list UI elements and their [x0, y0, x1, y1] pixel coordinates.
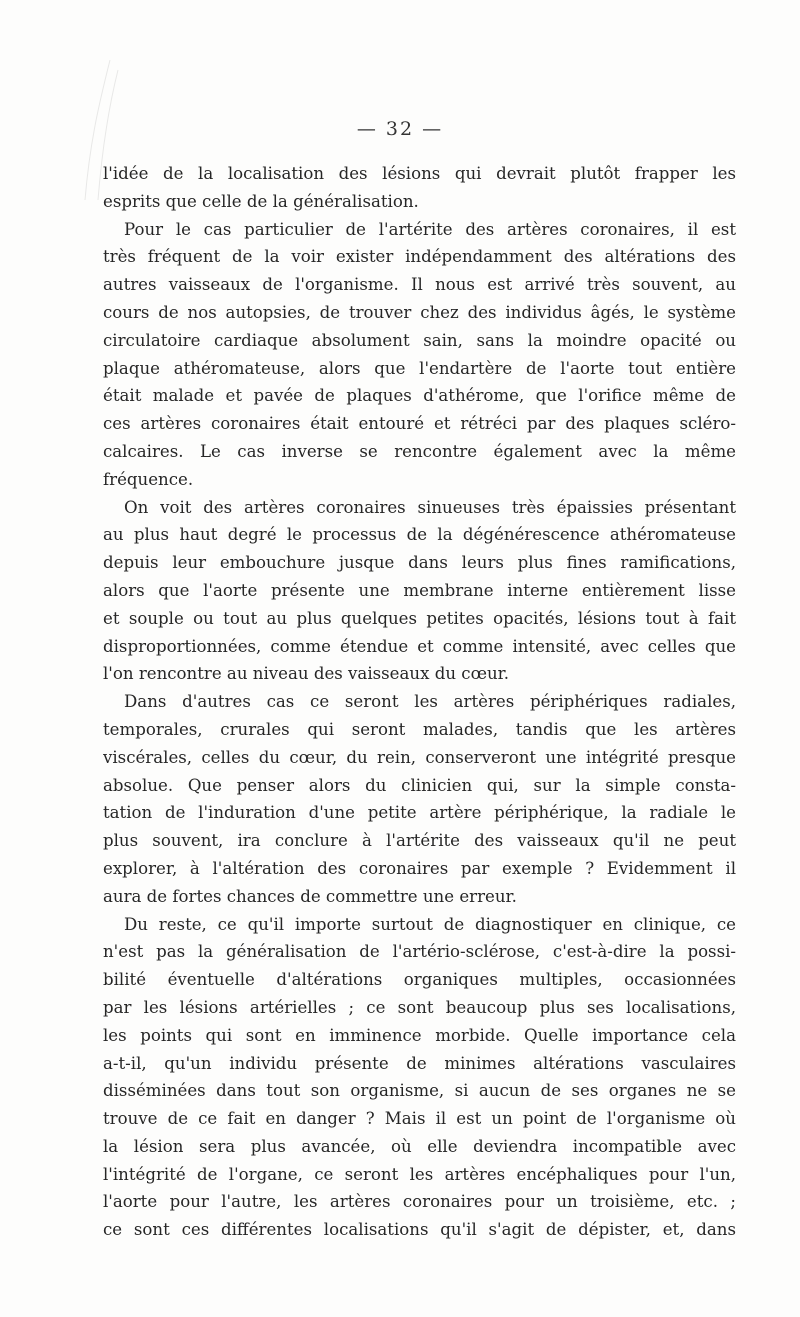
text-line: a-t-il, qu'un individu présente de minimes altérations vasculaires: [103, 1053, 736, 1073]
text-line: cours de nos autopsies, de trouver chez des individus âgés, le système: [103, 302, 736, 322]
text-line: bilité éventuelle d'altérations organiques multiples, occasionnées: [103, 970, 736, 990]
text-line: trouve de ce fait en danger ? Mais il est un point de l'organisme où: [103, 1109, 736, 1129]
text-line: On voit des artères coronaires sinueuses très épaissies présentant: [124, 497, 736, 517]
text-line: plaque athéromateuse, alors que l'endartère de l'aorte tout entière: [103, 358, 736, 378]
text-line: calcaires. Le cas inverse se rencontre également avec la même: [103, 441, 736, 461]
text-line: Dans d'autres cas ce seront les artères périphériques radiales,: [124, 692, 736, 712]
text-line: et souple ou tout au plus quelques petites opacités, lésions tout à fait: [103, 608, 736, 628]
text-line: temporales, crurales qui seront malades, tandis que les artères: [103, 719, 736, 739]
body-text: [103, 160, 736, 1244]
text-line: au plus haut degré le processus de la dégénérescence athéromateuse: [103, 525, 736, 545]
text-line: par les lésions artérielles ; ce sont beaucoup plus ses localisations,: [103, 997, 736, 1017]
text-line: Pour le cas particulier de l'artérite des artères coronaires, il est: [124, 219, 736, 239]
page-number: — 32 —: [356, 118, 444, 140]
text-line: tation de l'induration d'une petite artère périphérique, la radiale le: [103, 803, 736, 823]
text-line: circulatoire cardiaque absolument sain, sans la moindre opacité ou: [103, 330, 736, 350]
text-line: absolue. Que penser alors du clinicien qui, sur la simple consta-: [103, 775, 736, 795]
text-line: l'idée de la localisation des lésions qui devrait plutôt frapper les: [103, 164, 736, 183]
text-line: très fréquent de la voir exister indépendamment des altérations des: [103, 247, 736, 267]
text-line: esprits que celle de la généralisation.: [103, 191, 419, 211]
text-line: aura de fortes chances de commettre une erreur.: [103, 886, 517, 906]
text-line: disséminées dans tout son organisme, si aucun de ses organes ne se: [103, 1081, 736, 1101]
text-line: les points qui sont en imminence morbide. Quelle importance cela: [103, 1025, 736, 1045]
text-line: l'on rencontre au niveau des vaisseaux du cœur.: [103, 664, 510, 684]
text-line: ce sont ces différentes localisations qu'il s'agit de dépister, et, dans: [103, 1220, 736, 1240]
text-line: était malade et pavée de plaques d'athérome, que l'orifice même de: [103, 386, 736, 406]
text-line: viscérales, celles du cœur, du rein, conserveront une intégrité presque: [103, 747, 736, 767]
text-line: fréquence.: [103, 469, 194, 489]
text-line: la lésion sera plus avancée, où elle deviendra incompatible avec: [103, 1136, 736, 1156]
text-line: l'intégrité de l'organe, ce seront les artères encéphaliques pour l'un,: [103, 1164, 736, 1184]
text-line: autres vaisseaux de l'organisme. Il nous est arrivé très souvent, au: [103, 275, 736, 295]
text-line: depuis leur embouchure jusque dans leurs plus fines ramifications,: [103, 553, 736, 573]
text-line: disproportionnées, comme étendue et comme intensité, avec celles que: [103, 636, 736, 656]
text-line: explorer, à l'altération des coronaires par exemple ? Evidemment il: [103, 858, 736, 878]
text-line: Du reste, ce qu'il importe surtout de diagnostiquer en clinique, ce: [124, 914, 736, 934]
text-line: alors que l'aorte présente une membrane interne entièrement lisse: [103, 580, 736, 600]
text-line: plus souvent, ira conclure à l'artérite des vaisseaux qu'il ne peut: [103, 831, 736, 851]
text-line: l'aorte pour l'autre, les artères coronaires pour un troisième, etc. ;: [103, 1192, 736, 1212]
text-line: n'est pas la généralisation de l'artério-sclérose, c'est-à-dire la possi-: [103, 942, 736, 962]
text-line: ces artères coronaires était entouré et rétréci par des plaques scléro-: [103, 414, 736, 434]
